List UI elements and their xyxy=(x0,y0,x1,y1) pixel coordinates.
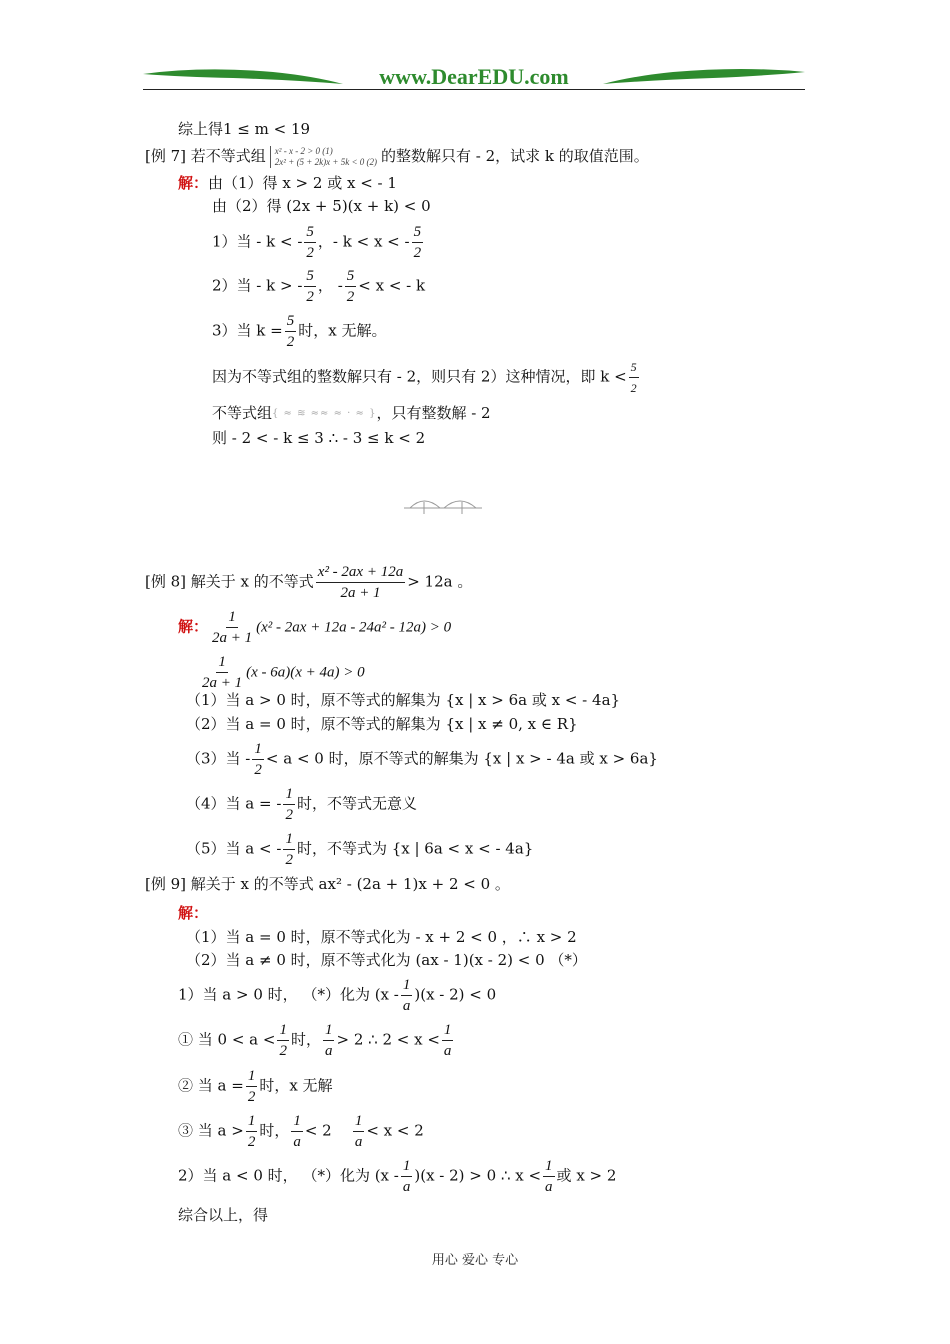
case-line: ① 当 0 < a < $\frac{1}{2}$ 时， $\frac{1}{a}$ > 2 ∴ 2 < x < $\frac{1}{a}$ xyxy=(178,1022,452,1059)
case-line: （4）当 a = - $\frac{1}{2}$ 时，不等式无意义 xyxy=(186,786,417,823)
text-line: 则 - 2 < - k ≤ 3 ∴ - 3 ≤ k < 2 xyxy=(212,429,426,447)
example-7-title: [例 7] 若不等式组 x² - x - 2 > 0 (1) 2x² + (5 + 2k)x + 5k < 0 (2) 的整数解只有 - 2，试求 k 的取值范围。 xyxy=(145,146,649,167)
case-line: （1）当 a > 0 时，原不等式的解集为 {x | x > 6a 或 x < - 4a} xyxy=(186,691,621,709)
case-line: （5）当 a < - $\frac{1}{2}$ 时，不等式为 {x | 6a < x < - 4a} xyxy=(186,831,534,868)
solution-label: 解： xyxy=(178,174,209,192)
solution-line: 解： $\frac{1}{2a + 1}$ (x² - 2ax + 12a - 24a² - 12a) > 0 xyxy=(178,609,452,646)
case-line: （3）当 - $\frac{1}{2}$ < a < 0 时，原不等式的解集为 {x | x > - 4a 或 x > 6a} xyxy=(186,741,658,778)
text-line: 因为不等式组的整数解只有 - 2，则只有 2）这种情况，即 k < $\frac{5}{2}$ xyxy=(212,357,641,398)
text-line: 综合以上，得 xyxy=(178,1206,269,1224)
case-line: （2）当 a = 0 时，原不等式的解集为 {x | x ≠ 0, x ∈ R} xyxy=(186,715,578,733)
case-line: （2）当 a ≠ 0 时，原不等式化为 (ax - 1)(x - 2) < 0 （*） xyxy=(186,951,587,969)
case-line: ③ 当 a > $\frac{1}{2}$ 时， $\frac{1}{a}$ < 2 $\frac{1}{a}$ < x < 2 xyxy=(178,1113,424,1150)
case-line: （1）当 a = 0 时，原不等式化为 - x + 2 < 0 ，∴ x > 2 xyxy=(186,928,577,946)
case-line: 1）当 a > 0 时， （*）化为 (x - $\frac{1}{a}$ )(x - 2) < 0 xyxy=(178,977,497,1014)
text-line: 不等式组{ ≈ ≋ ≈≈ ≈ · ≈ }，只有整数解 - 2 xyxy=(212,404,491,422)
inequality-system: x² - x - 2 > 0 (1) 2x² + (5 + 2k)x + 5k < 0 (2) xyxy=(270,146,377,168)
example-9-title: [例 9] 解关于 x 的不等式 ax² - (2a + 1)x + 2 < 0 。 xyxy=(145,875,510,893)
number-line-figure xyxy=(400,492,486,516)
solution-label: 解： xyxy=(178,617,209,636)
solution-line: 解：由（1）得 x > 2 或 x < - 1 xyxy=(178,174,397,192)
header-rule xyxy=(143,89,805,90)
case-line: 2）当 - k > - $\frac{5}{2}$ ， - $\frac{5}{2}$ < x < - k xyxy=(212,268,426,305)
case-line: 2）当 a < 0 时， （*）化为 (x - $\frac{1}{a}$ )(x - 2) > 0 ∴ x < $\frac{1}{a}$ 或 x > 2 xyxy=(178,1158,617,1195)
page-footer: 用心 爱心 专心 xyxy=(431,1253,519,1268)
blurred-formula: { ≈ ≋ ≈≈ ≈ · ≈ } xyxy=(272,408,377,419)
case-line: 1）当 - k < - $\frac{5}{2}$ ，- k < x < - $\frac{5}{2}$ xyxy=(212,224,422,261)
solution-label: 解： xyxy=(178,904,209,922)
case-line: ② 当 a = $\frac{1}{2}$ 时，x 无解 xyxy=(178,1068,333,1105)
text-line: $\frac{1}{2a + 1}$ (x - 6a)(x + 4a) > 0 xyxy=(202,654,365,691)
case-line: 3）当 k = $\frac{5}{2}$ 时，x 无解。 xyxy=(212,313,387,350)
text-line: 由（2）得 (2x + 5)(x + k) < 0 xyxy=(212,197,431,215)
example-8-title: [例 8] 解关于 x 的不等式 $\frac{\text{x² - 2ax + 12a}}{2a + 1}$ > 12a 。 xyxy=(145,564,473,601)
site-logo-text[interactable]: www.DearEDU.com xyxy=(379,64,569,89)
text-line: 综上得1 ≤ m < 19 xyxy=(178,120,311,138)
page-header xyxy=(143,62,805,92)
